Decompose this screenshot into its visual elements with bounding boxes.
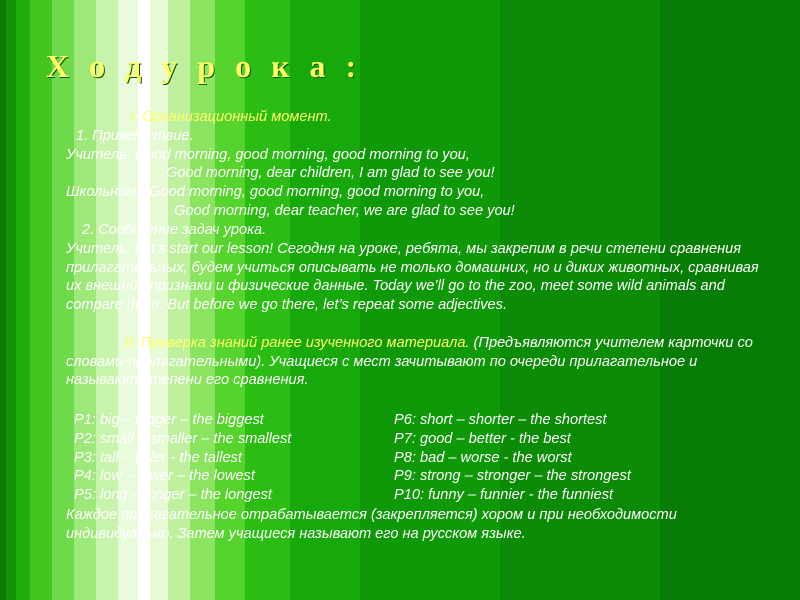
part-two-heading-text: II. Проверка знаний ранее изученного материала. — [124, 334, 470, 351]
adjective-pair-left: P4: low – lower – the lowest — [74, 468, 255, 485]
teacher-greeting-line-2: Good morning, dear children, I am glad to see you! — [166, 165, 495, 182]
pupils-greeting-line-1: Школьники: Good morning, good morning, good morning to you, — [66, 184, 485, 201]
adjective-pair-right: P8: bad – worse - the worst — [394, 449, 572, 466]
adjective-pair-left: P1: big – bigger – the biggest — [74, 412, 264, 428]
page-title: Х о д у р о к а : — [46, 48, 363, 84]
list-item-lesson-tasks: 2. Сообщение задач урока. — [82, 221, 267, 238]
adjective-pair-left: P2: small – smaller – the smallest — [74, 430, 292, 447]
list-item — [60, 449, 760, 468]
adjective-pair-right: P6: short – shorter – the shortest — [394, 412, 607, 428]
list-item — [60, 486, 760, 505]
part-two-body-text: (Предъявляются учителем карточки со словами-прилагательными). Учащиеся с мест зачитывают по очереди прилагательное и называют степени его сравнения. — [66, 334, 757, 389]
slide-body — [60, 108, 763, 544]
list-item — [60, 430, 760, 449]
teacher-task-paragraph: Учитель: Let’s start our lesson! Сегодня на уроке, ребята, мы закрепим в речи степени сравнения прилагательных, будем учиться описывать не только домашних, но и диких животных, сравнивая их внешние признаки и физические данные. Today we’ll go to the zoo, meet some wild animals and compare them. But before we go there, let’s repeat some adjectives. — [66, 240, 763, 314]
teacher-greeting-line-1: Учитель: Good morning, good morning, good morning to you, — [66, 146, 470, 163]
section-heading-part-two — [60, 315, 760, 409]
final-note-paragraph: Каждое прилагательное отрабатывается (закрепляется) хором и при необходимости индивидуально. Затем учащиеся называют его на русском языке. — [66, 507, 681, 542]
adjective-pairs-list — [60, 411, 760, 505]
adjective-pair-left: P5: long – longer – the longest — [74, 487, 272, 504]
adjective-pair-right: P7: good – better - the best — [394, 430, 571, 447]
adjective-pair-right: P10: funny – funnier - the funniest — [394, 487, 614, 504]
adjective-pair-left: P3: tall – taller - the tallest — [74, 449, 242, 466]
pupils-greeting-line-2: Good morning, dear teacher, we are glad to see you! — [174, 203, 515, 220]
list-item — [60, 467, 760, 486]
section-heading-part-one: I. Организационный момент. — [130, 109, 332, 125]
list-item — [60, 411, 760, 430]
adjective-pair-right: P9: strong – stronger – the strongest — [394, 468, 631, 485]
list-item-greeting: 1. Приветствие. — [76, 127, 194, 144]
